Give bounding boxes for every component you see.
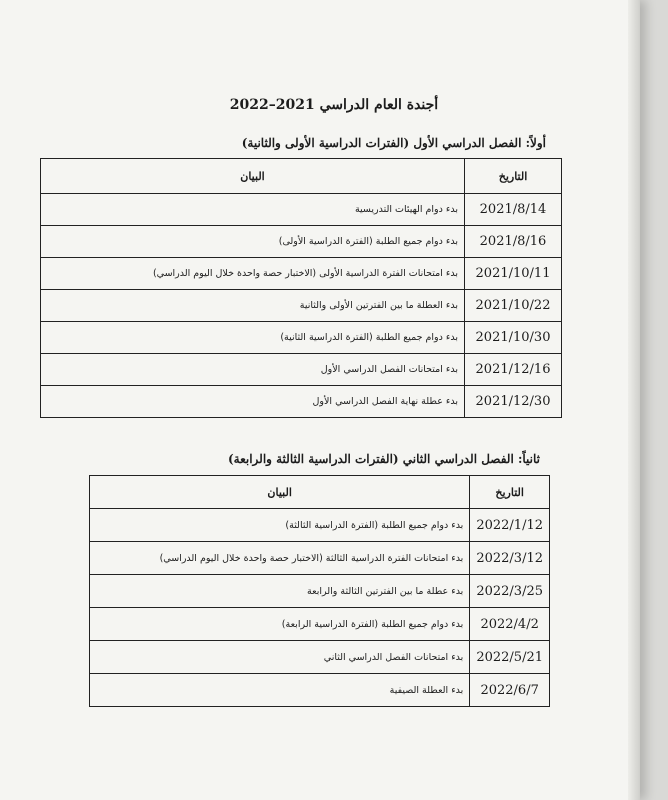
row-date: 2021/10/11 [465,258,562,290]
row-description: بدء عطلة نهاية الفصل الدراسي الأول [41,386,465,418]
row-date: 2022/1/12 [470,509,550,542]
table-header-row [90,476,550,509]
row-description: بدء دوام جميع الطلبة (الفترة الدراسية الأولى) [41,226,465,258]
row-date: 2022/3/25 [470,575,550,608]
row-date: 2022/3/12 [470,542,550,575]
row-description: بدء امتحانات الفترة الدراسية الثالثة (الاختبار حصة واحدة خلال اليوم الدراسي) [90,542,470,575]
column-header-description: البيان [90,476,470,509]
section-1-heading: أولاً: الفصل الدراسي الأول (الفترات الدراسية الأولى والثانية) [241,136,546,150]
column-header-date: التاريخ [465,159,562,194]
semester-1-table [40,158,562,418]
row-description: بدء عطلة ما بين الفترتين الثالثة والرابعة [90,575,470,608]
row-description: بدء دوام جميع الطلبة (الفترة الدراسية الثانية) [41,322,465,354]
row-date: 2021/8/16 [465,226,562,258]
row-date: 2021/12/30 [465,386,562,418]
table-row [90,608,550,641]
row-description: بدء دوام جميع الطلبة (الفترة الدراسية الرابعة) [90,608,470,641]
document-title: أجندة العام الدراسي 2021–2022 [229,97,439,113]
column-header-date: التاريخ [470,476,550,509]
table-row [90,641,550,674]
row-date: 2021/10/30 [465,322,562,354]
table-row [41,226,562,258]
table-row [41,322,562,354]
row-description: بدء امتحانات الفترة الدراسية الأولى (الاختبار حصة واحدة خلال اليوم الدراسي) [41,258,465,290]
row-date: 2021/12/16 [465,354,562,386]
row-date: 2022/5/21 [470,641,550,674]
table-row [41,194,562,226]
row-date: 2022/6/7 [470,674,550,707]
table-header-row [41,159,562,194]
table-row [90,575,550,608]
row-description: بدء امتحانات الفصل الدراسي الأول [41,354,465,386]
semester-2-table [89,475,550,707]
row-date: 2021/10/22 [465,290,562,322]
row-date: 2022/4/2 [470,608,550,641]
row-description: بدء امتحانات الفصل الدراسي الثاني [90,641,470,674]
section-2-heading: ثانياً: الفصل الدراسي الثاني (الفترات الدراسية الثالثة والرابعة) [227,452,540,466]
row-description: بدء العطلة ما بين الفترتين الأولى والثانية [41,290,465,322]
table-row [41,258,562,290]
column-header-description: البيان [41,159,465,194]
table-row [41,386,562,418]
row-description: بدء دوام جميع الطلبة (الفترة الدراسية الثالثة) [90,509,470,542]
page-edge-shadow [628,0,640,800]
table-row [41,354,562,386]
table-row [90,542,550,575]
row-description: بدء دوام الهيئات التدريسية [41,194,465,226]
row-date: 2021/8/14 [465,194,562,226]
table-row [90,674,550,707]
row-description: بدء العطلة الصيفية [90,674,470,707]
table-row [41,290,562,322]
table-row [90,509,550,542]
